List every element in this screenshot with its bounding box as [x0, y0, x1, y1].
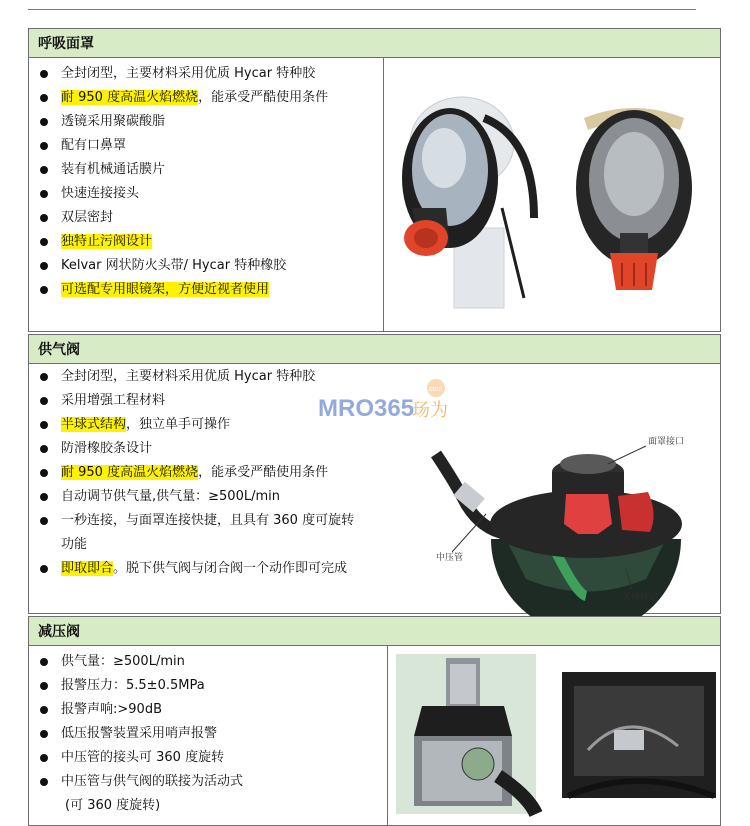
section-body [28, 364, 721, 614]
bullet-icon [40, 682, 48, 690]
mask-front-image [564, 98, 714, 313]
bullet-icon [40, 262, 48, 270]
section-mask [28, 28, 721, 332]
list-item [29, 158, 383, 182]
top-rule [28, 9, 696, 10]
bullet-icon [40, 70, 48, 78]
list-item [29, 437, 386, 461]
demand-valve-diagram [318, 364, 722, 614]
list-item [29, 110, 383, 134]
item-text: ，独立单手可操作 [126, 417, 231, 432]
item-text: 防滑橡胶条设计 [61, 441, 153, 456]
item-text: 低压报警装置采用哨声报警 [61, 726, 218, 741]
bullet-icon [40, 706, 48, 714]
bullet-icon [40, 493, 48, 501]
bullet-icon [40, 445, 48, 453]
bullet-icon [40, 118, 48, 126]
watermark-brand: MRO365 [318, 395, 415, 422]
feature-list-column [29, 58, 384, 331]
item-text: 供气量：≥500L/min [61, 654, 185, 669]
item-text: 快速连接接头 [61, 186, 140, 201]
item-text: 报警声响:>90dB [61, 702, 162, 717]
bullet-icon [40, 214, 48, 222]
list-item [29, 746, 387, 770]
highlighted-text: 可选配专用眼镜架，方便近视者使用 [61, 282, 270, 297]
list-item [29, 461, 386, 485]
item-text: Kelvar 网状防火头带/ Hycar 特种橡胶 [61, 258, 287, 273]
section-body [28, 646, 721, 826]
highlighted-text: 半球式结构 [61, 417, 127, 432]
section-title: 供气阀 [28, 334, 721, 364]
image-column [318, 364, 720, 613]
list-item [29, 134, 383, 158]
bullet-icon [40, 469, 48, 477]
list-item [29, 698, 387, 722]
section-demand-valve [28, 334, 721, 614]
demand-valve-image [436, 446, 682, 634]
list-item [29, 86, 383, 110]
list-item [29, 365, 386, 389]
bullet-icon [40, 397, 48, 405]
list-item [29, 674, 387, 698]
watermark-small: com [429, 386, 443, 393]
item-text: 双层密封 [61, 210, 114, 225]
feature-list [29, 650, 387, 794]
callout-mid-pressure-hose: 中压管 [436, 553, 464, 563]
highlighted-text: 耐 950 度高温火焰燃烧 [61, 465, 199, 480]
item-text: 装有机械通话膜片 [61, 162, 166, 177]
reducer-closeup-image [396, 654, 536, 814]
list-item [29, 722, 387, 746]
section-pressure-reducer [28, 616, 721, 826]
bullet-icon [40, 517, 48, 525]
mask-on-head-image [398, 97, 550, 308]
highlighted-text: 即取即合 [61, 561, 114, 576]
image-column [388, 646, 720, 825]
bullet-icon [40, 565, 48, 573]
reducer-photos [388, 646, 722, 826]
rotation-note: (可 360 度旋转) [65, 798, 161, 813]
list-item [29, 509, 386, 533]
item-text: 自动调节供气量,供气量：≥500L/min [61, 489, 280, 504]
bullet-icon [40, 286, 48, 294]
callout-mask-port: 面罩接口 [648, 437, 685, 447]
section-title: 呼吸面罩 [28, 28, 721, 58]
bullet-icon [40, 658, 48, 666]
item-text: 配有口鼻罩 [61, 138, 127, 153]
item-text: 功能 [61, 537, 88, 552]
bullet-icon [40, 166, 48, 174]
section-title: 减压阀 [28, 616, 721, 646]
list-item [29, 650, 387, 674]
item-text: 透镜采用聚碳酸脂 [61, 114, 166, 129]
bullet-icon [40, 730, 48, 738]
watermark-suffix: 玚为 [412, 400, 448, 420]
list-item [29, 230, 383, 254]
list-item [29, 62, 383, 86]
image-column [384, 58, 720, 331]
highlighted-text: 独特止污阀设计 [61, 234, 153, 249]
item-text: 全封闭型，主要材料采用优质 Hycar 特种胶 [61, 66, 316, 81]
bullet-icon [40, 190, 48, 198]
bullet-icon [40, 754, 48, 762]
reducer-on-harness-image [562, 672, 716, 798]
feature-list-column [29, 646, 388, 825]
list-item [29, 557, 386, 581]
item-text: 。脱下供气阀与闭合阀一个动作即可完成 [113, 561, 348, 576]
mask-photos [384, 58, 722, 332]
feature-list [29, 62, 383, 302]
bullet-icon [40, 421, 48, 429]
bullet-icon [40, 238, 48, 246]
item-text: ，能承受严酷使用条件 [198, 90, 329, 105]
list-item [29, 206, 383, 230]
bullet-icon [40, 778, 48, 786]
bullet-icon [40, 94, 48, 102]
item-text: 采用增强工程材料 [61, 393, 166, 408]
list-item [29, 485, 386, 509]
bullet-icon [40, 142, 48, 150]
list-item [29, 182, 383, 206]
list-item [29, 278, 383, 302]
highlighted-text: 耐 950 度高温火焰燃烧 [61, 90, 199, 105]
item-text: 一秒连接，与面罩连接快捷，且具有 360 度可旋转 [61, 513, 355, 528]
list-item [29, 254, 383, 278]
list-item [29, 770, 387, 794]
callout-close-button: 关闭按钮 [622, 593, 659, 603]
section-body [28, 58, 721, 332]
item-text: 报警压力：5.5±0.5MPa [61, 678, 205, 693]
list-item [29, 533, 386, 557]
bullet-icon [40, 373, 48, 381]
item-text: 中压管与供气阀的联接为活动式 [61, 774, 244, 789]
item-text: 中压管的接头可 360 度旋转 [61, 750, 225, 765]
item-text: 全封闭型，主要材料采用优质 Hycar 特种胶 [61, 369, 316, 384]
item-text: ，能承受严酷使用条件 [198, 465, 329, 480]
